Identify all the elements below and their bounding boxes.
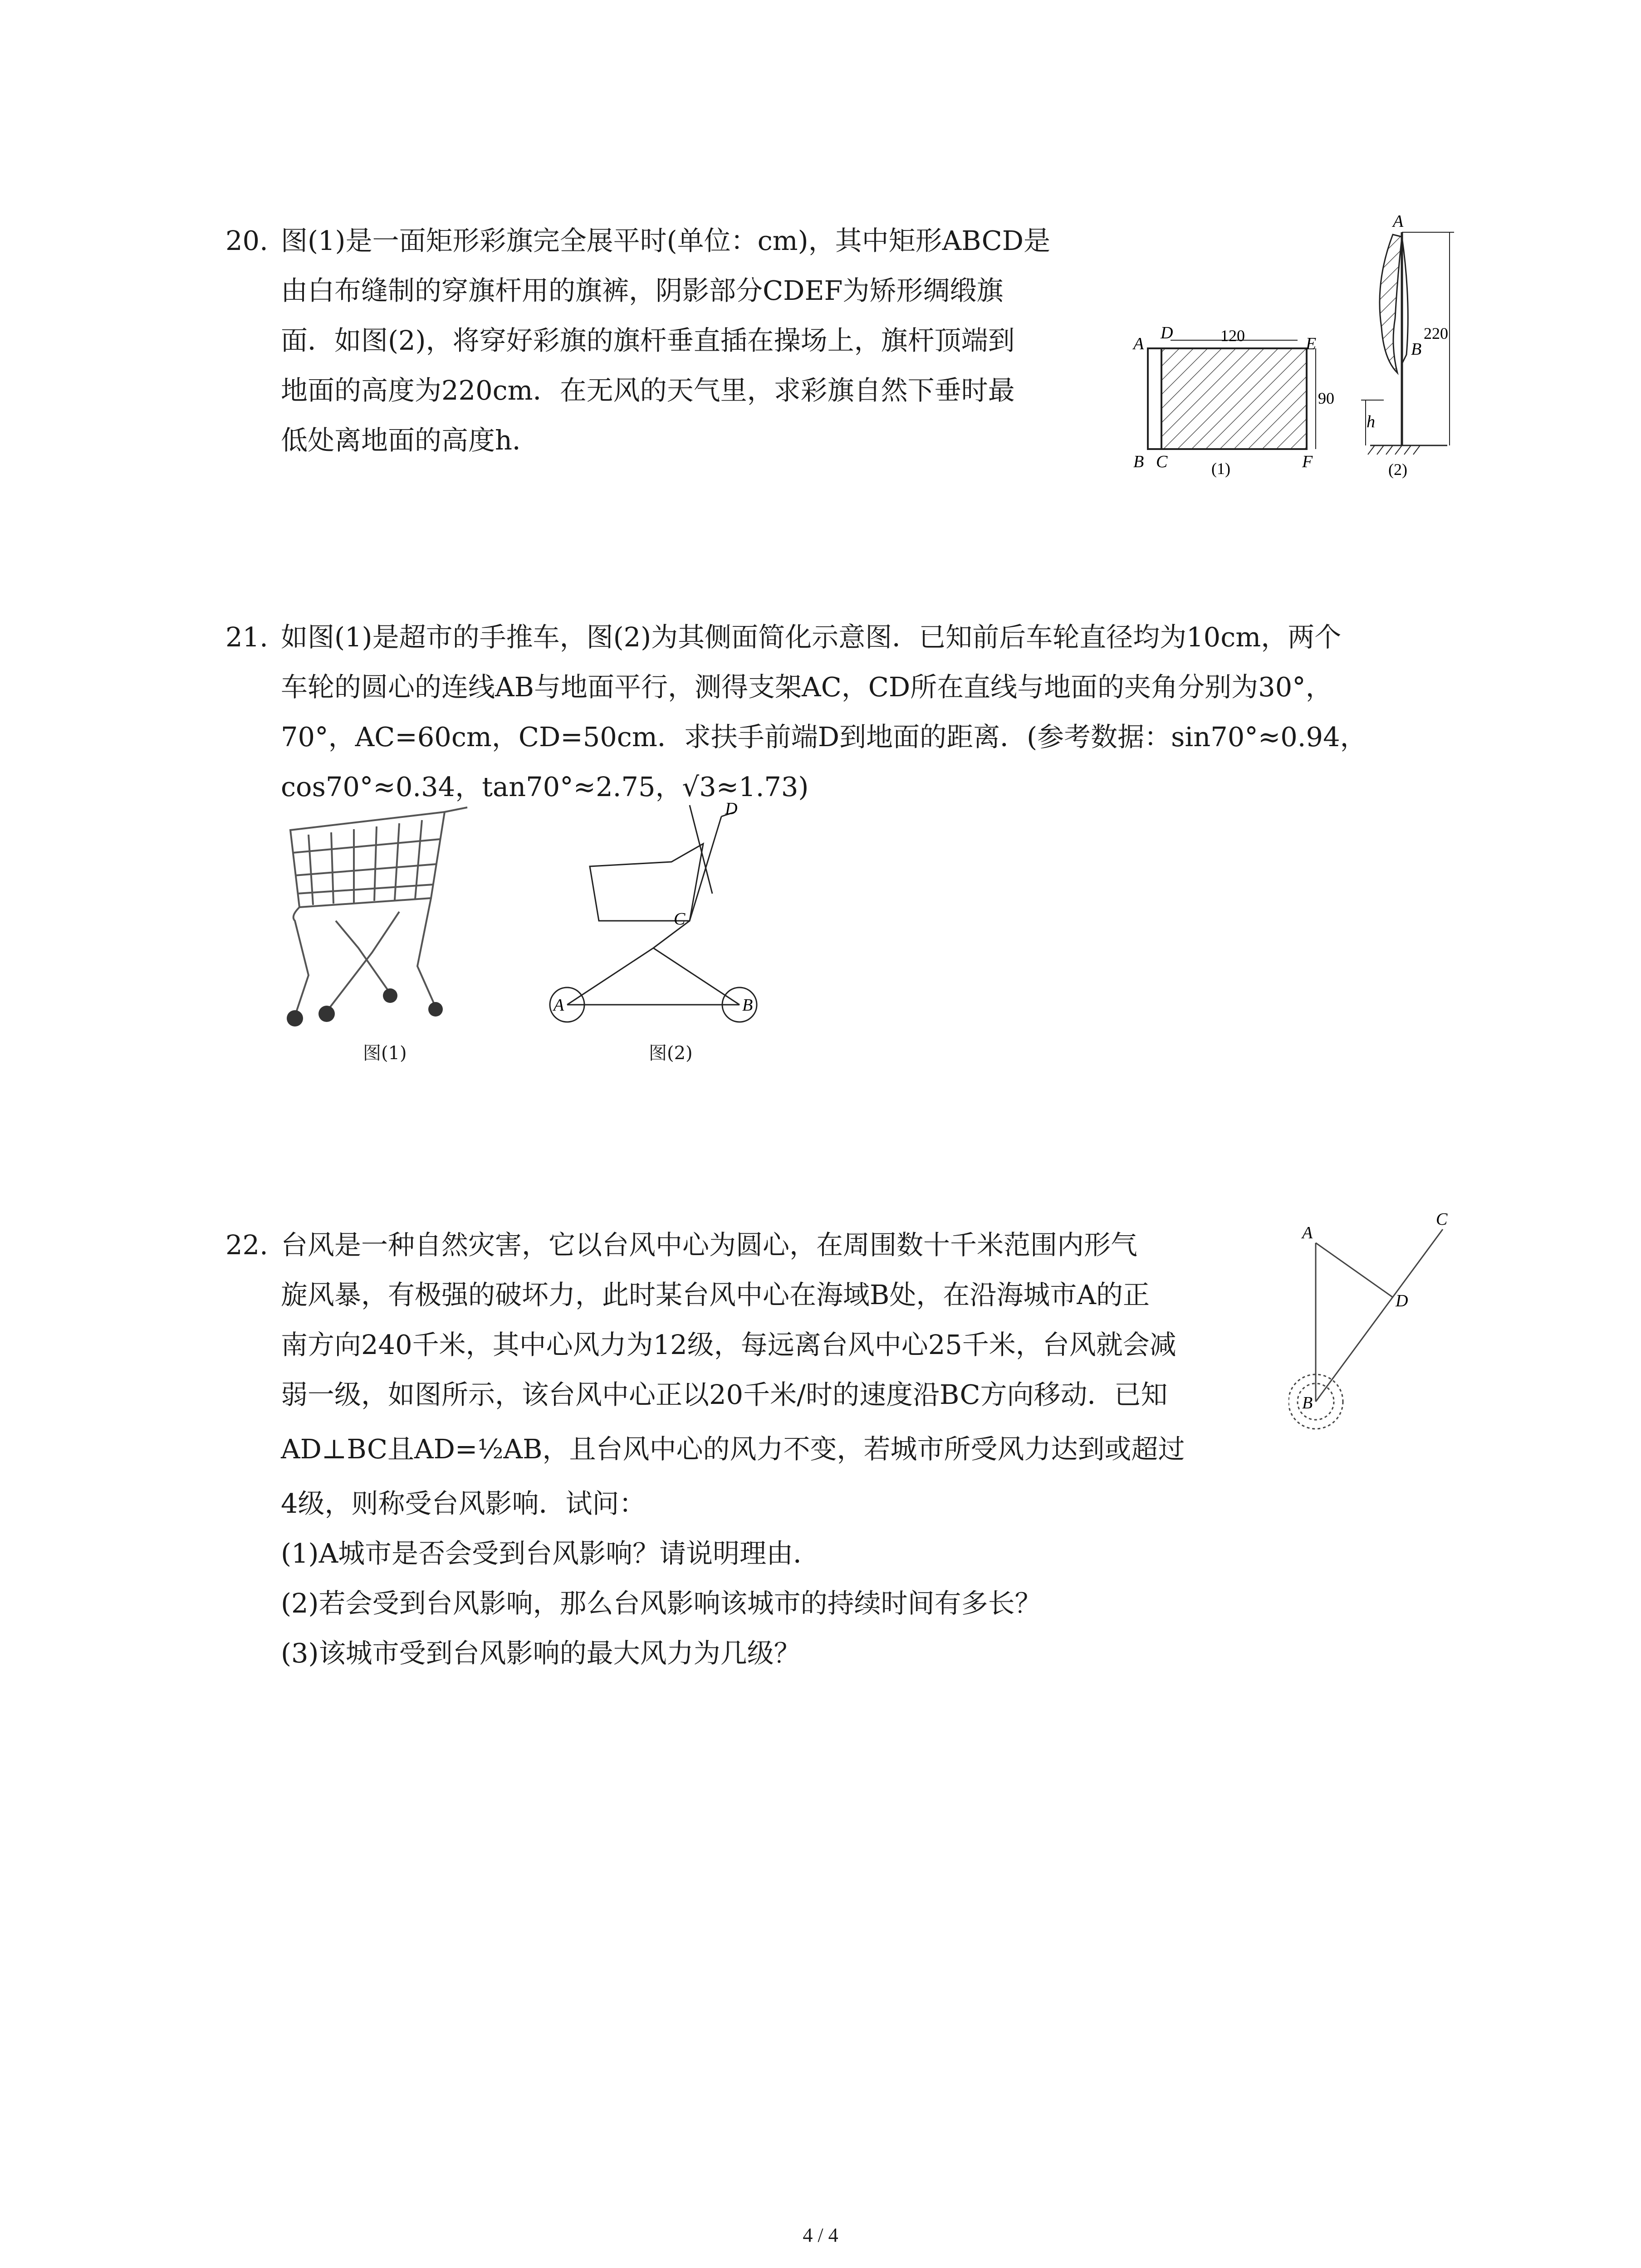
question-number: 21. [225, 621, 268, 653]
label-b: B [1411, 340, 1422, 359]
figure-caption: 图(1) [363, 1043, 407, 1064]
label-c: C [1156, 452, 1168, 471]
question-20 [225, 216, 1133, 470]
label-f: F [1302, 452, 1313, 471]
label-b: B [742, 996, 753, 1015]
question-text-line: cos70°≈0.34，tan70°≈2.75，√3≈1.73) [281, 771, 809, 802]
question-21 [225, 612, 1496, 812]
label-d: D [1161, 323, 1173, 342]
flag-figure-2 [1357, 210, 1465, 482]
cart-side-diagram [540, 803, 785, 1039]
question-text-line: 4级，则称受台风影响．试问： [281, 1488, 646, 1519]
label-d: D [725, 803, 738, 818]
label-a: A [1133, 334, 1144, 353]
question-text-line: AD⊥BC且AD=½AB，且台风中心的风力不变，若城市所受风力达到或超过 [281, 1433, 1185, 1465]
label-a: A [554, 996, 564, 1015]
question-text-line: 弱一级，如图所示，该台风中心正以20千米/时的速度沿BC方向移动．已知 [281, 1379, 1168, 1410]
shopping-cart-photo [281, 803, 476, 1039]
flag-face-cdef [1161, 348, 1307, 449]
label-d: D [1396, 1291, 1408, 1310]
label-220: 220 [1424, 324, 1448, 342]
label-b: B [1302, 1393, 1313, 1413]
question-text-line: 地面的高度为220cm．在无风的天气里，求彩旗自然下垂时最 [281, 375, 1015, 406]
question-text-line: 面．如图(2)，将穿好彩旗的旗杆垂直插在操场上，旗杆顶端到 [281, 325, 1015, 356]
label-120: 120 [1220, 327, 1245, 345]
label-h: h [1367, 412, 1375, 431]
figure-caption: (2) [1388, 460, 1407, 479]
figure-caption: 图(2) [649, 1043, 693, 1064]
figure-caption: (1) [1211, 459, 1230, 478]
label-a: A [1393, 212, 1404, 231]
question-text-line: 南方向240千米，其中心风力为12级，每远离台风中心25千米，台风就会减 [281, 1329, 1176, 1360]
question-text-line: 如图(1)是超市的手推车，图(2)为其侧面简化示意图．已知前后车轮直径均为10cm，两个 [281, 621, 1342, 653]
question-text-line: 由白布缝制的穿旗杆用的旗裤，阴影部分CDEF为矫形绸缎旗 [281, 275, 1004, 306]
label-b: B [1133, 452, 1144, 471]
label-c: C [1436, 1210, 1448, 1229]
question-text-line: (2)若会受到台风影响，那么台风影响该城市的持续时间有多长？ [281, 1588, 1042, 1619]
question-text-line: (3)该城市受到台风影响的最大风力为几级？ [281, 1637, 801, 1669]
label-c: C [674, 909, 686, 929]
label-e: E [1306, 334, 1317, 353]
flag-figure-1 [1125, 318, 1343, 490]
flag-sleeve-abcd [1148, 348, 1161, 449]
question-text-line: 台风是一种自然灾害，它以台风中心为圆心，在周围数十千米范围内形气 [281, 1229, 1138, 1261]
page-number: 4 / 4 [803, 2224, 838, 2246]
question-text-line: 70°，AC=60cm，CD=50cm．求扶手前端D到地面的距离．(参考数据：sin70°≈0.94， [281, 721, 1367, 753]
question-text-line: (1)A城市是否会受到台风影响？请说明理由． [281, 1538, 820, 1569]
question-number: 20. [225, 225, 268, 256]
typhoon-diagram [1288, 1202, 1461, 1438]
question-number: 22. [225, 1229, 268, 1261]
question-text-line: 旋风暴，有极强的破坏力，此时某台风中心在海域B处，在沿海城市A的正 [281, 1279, 1150, 1310]
question-text-line: 图(1)是一面矩形彩旗完全展平时(单位：cm)，其中矩形ABCD是 [281, 225, 1051, 256]
question-text-line: 车轮的圆心的连线AB与地面平行，测得支架AC，CD所在直线与地面的夹角分别为30°， [281, 671, 1332, 703]
question-text-line: 低处离地面的高度h． [281, 425, 539, 456]
label-90: 90 [1318, 389, 1334, 407]
question-22 [225, 1220, 1292, 1674]
label-a: A [1302, 1223, 1313, 1242]
